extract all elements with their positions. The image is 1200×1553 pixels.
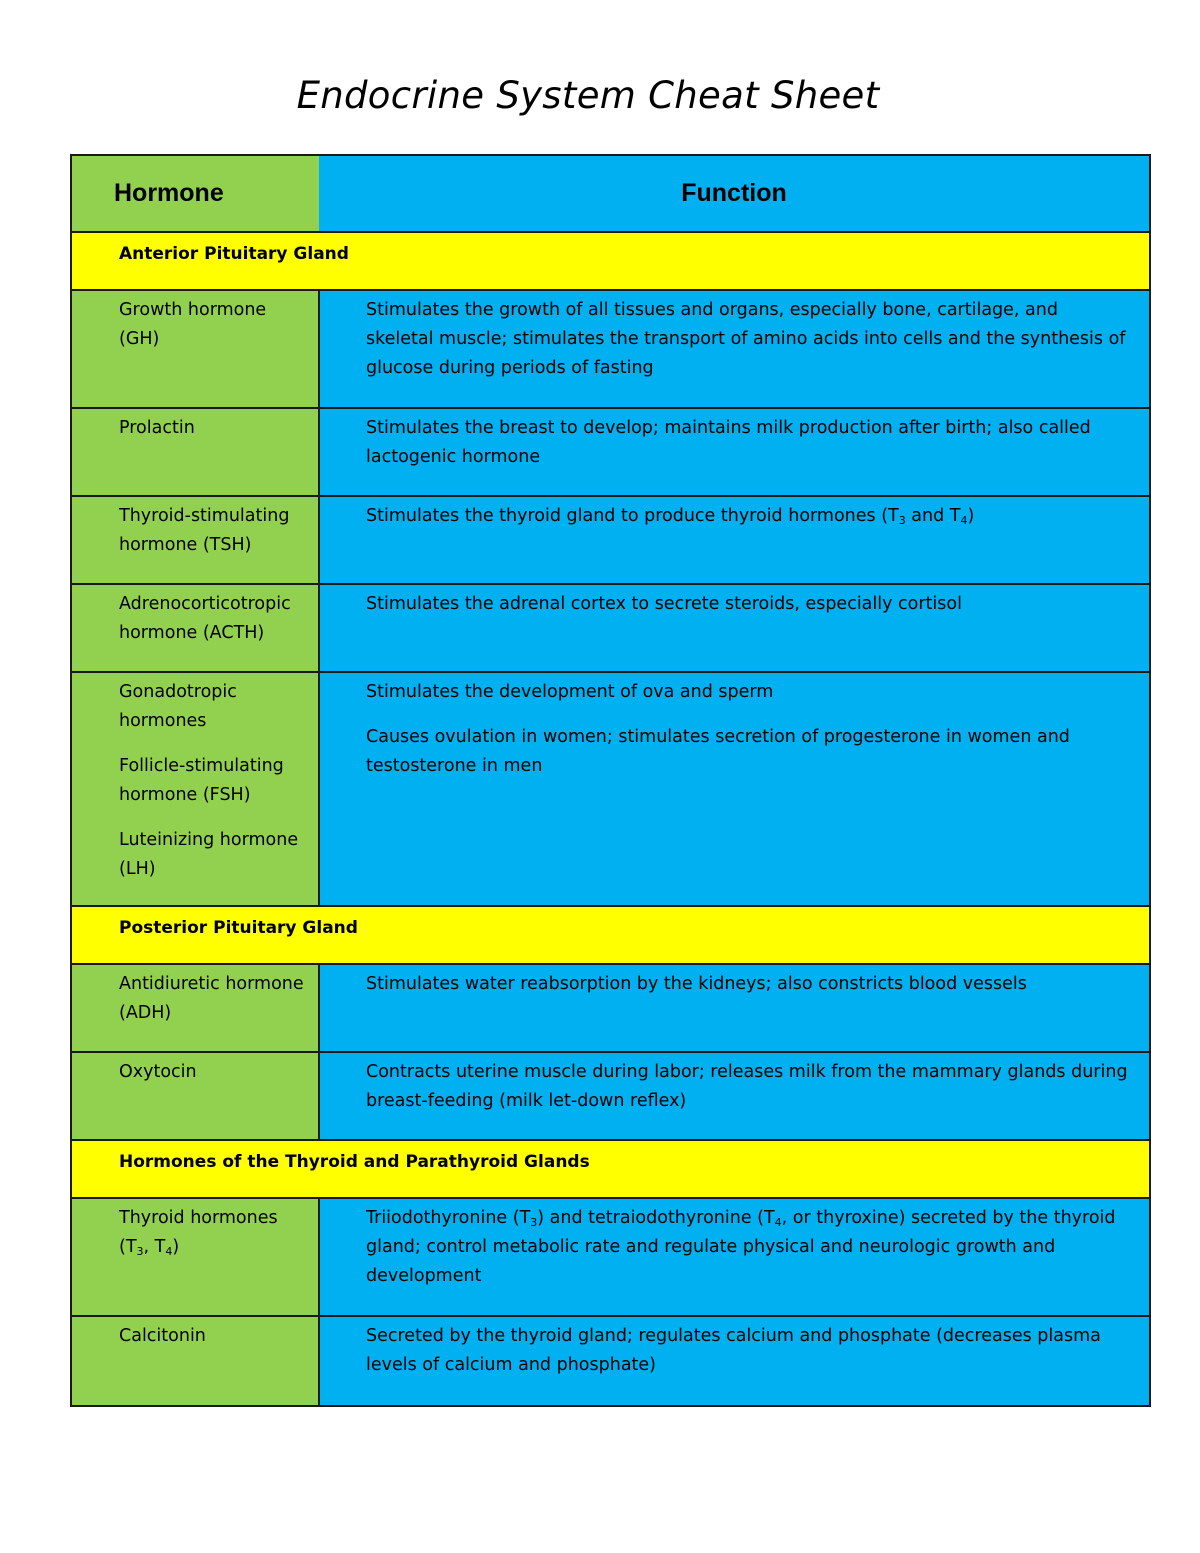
hormone-cell: Antidiuretic hormone (ADH) <box>71 964 319 1052</box>
function-cell: Stimulates water reabsorption by the kidneys; also constricts blood vessels <box>319 964 1150 1052</box>
section-title-anterior: Anterior Pituitary Gland <box>71 232 1150 290</box>
hormone-text: Follicle-stimulating hormone (FSH) <box>119 756 284 805</box>
subscript: 3 <box>136 1245 144 1258</box>
header-hormone: Hormone <box>71 155 319 232</box>
subscript: 4 <box>960 514 968 527</box>
table-row-oxytocin <box>71 1052 1150 1140</box>
hormone-table <box>70 154 1151 1407</box>
function-cell <box>319 496 1150 584</box>
function-text: ) and tetraiodothyronine (T <box>537 1208 775 1228</box>
page-title: Endocrine System Cheat Sheet <box>296 74 880 117</box>
table-row-acth <box>71 584 1150 672</box>
table-row-calcitonin <box>71 1316 1150 1406</box>
subscript: 4 <box>774 1216 782 1229</box>
hormone-cell: Oxytocin <box>71 1052 319 1140</box>
subscript: 3 <box>530 1216 538 1229</box>
table-row-gonadotropic <box>71 672 1150 906</box>
hormone-text: Luteinizing hormone (LH) <box>119 830 299 879</box>
function-text: Stimulates the thyroid gland to produce thyroid hormones (T <box>366 506 899 526</box>
table-header-row <box>71 155 1150 232</box>
hormone-cell: Thyroid-stimulating hormone (TSH) <box>71 496 319 584</box>
subscript: 3 <box>898 514 906 527</box>
function-cell: Contracts uterine muscle during labor; releases milk from the mammary glands during breast-feeding (milk let-down reflex) <box>319 1052 1150 1140</box>
table-row-thyroid-hormones <box>71 1198 1150 1316</box>
section-title-thyroid: Hormones of the Thyroid and Parathyroid Glands <box>71 1140 1150 1198</box>
function-text: Stimulates the development of ova and sperm <box>366 682 774 702</box>
function-text: Causes ovulation in women; stimulates secretion of progesterone in women and testosterone in men <box>366 727 1070 776</box>
hormone-text: Thyroid hormones (T <box>119 1208 278 1257</box>
table-row-tsh <box>71 496 1150 584</box>
function-text: Triiodothyronine (T <box>366 1208 531 1228</box>
section-row-posterior <box>71 906 1150 964</box>
hormone-cell: Adrenocorticotropic hormone (ACTH) <box>71 584 319 672</box>
function-cell <box>319 1198 1150 1316</box>
table-row-gh <box>71 290 1150 408</box>
function-text: and T <box>905 506 961 526</box>
section-row-thyroid <box>71 1140 1150 1198</box>
spacer <box>366 707 1129 723</box>
subscript: 4 <box>165 1245 173 1258</box>
table-row-prolactin <box>71 408 1150 496</box>
section-title-posterior: Posterior Pituitary Gland <box>71 906 1150 964</box>
hormone-cell <box>71 1198 319 1316</box>
function-cell: Stimulates the breast to develop; maintains milk production after birth; also called lactogenic hormone <box>319 408 1150 496</box>
hormone-text: , T <box>143 1237 166 1257</box>
spacer <box>119 810 312 826</box>
hormone-text: Gonadotropic hormones <box>119 682 237 731</box>
function-cell <box>319 672 1150 906</box>
hormone-text: ) <box>172 1237 180 1257</box>
function-text: , or thyroxine) secreted by the thyroid gland; control metabolic rate and regulate physical and neurologic growth and development <box>366 1208 1116 1286</box>
hormone-cell: Prolactin <box>71 408 319 496</box>
section-row-anterior <box>71 232 1150 290</box>
function-text: ) <box>967 506 975 526</box>
header-function: Function <box>319 155 1150 232</box>
hormone-cell <box>71 672 319 906</box>
hormone-cell: Calcitonin <box>71 1316 319 1406</box>
hormone-cell: Growth hormone (GH) <box>71 290 319 408</box>
function-cell: Stimulates the growth of all tissues and organs, especially bone, cartilage, and skeletal muscle; stimulates the transport of amino acids into cells and the synthesis of glucose during periods of fasting <box>319 290 1150 408</box>
function-cell: Secreted by the thyroid gland; regulates calcium and phosphate (decreases plasma levels of calcium and phosphate) <box>319 1316 1150 1406</box>
function-cell: Stimulates the adrenal cortex to secrete steroids, especially cortisol <box>319 584 1150 672</box>
spacer <box>119 736 312 752</box>
table-row-adh <box>71 964 1150 1052</box>
